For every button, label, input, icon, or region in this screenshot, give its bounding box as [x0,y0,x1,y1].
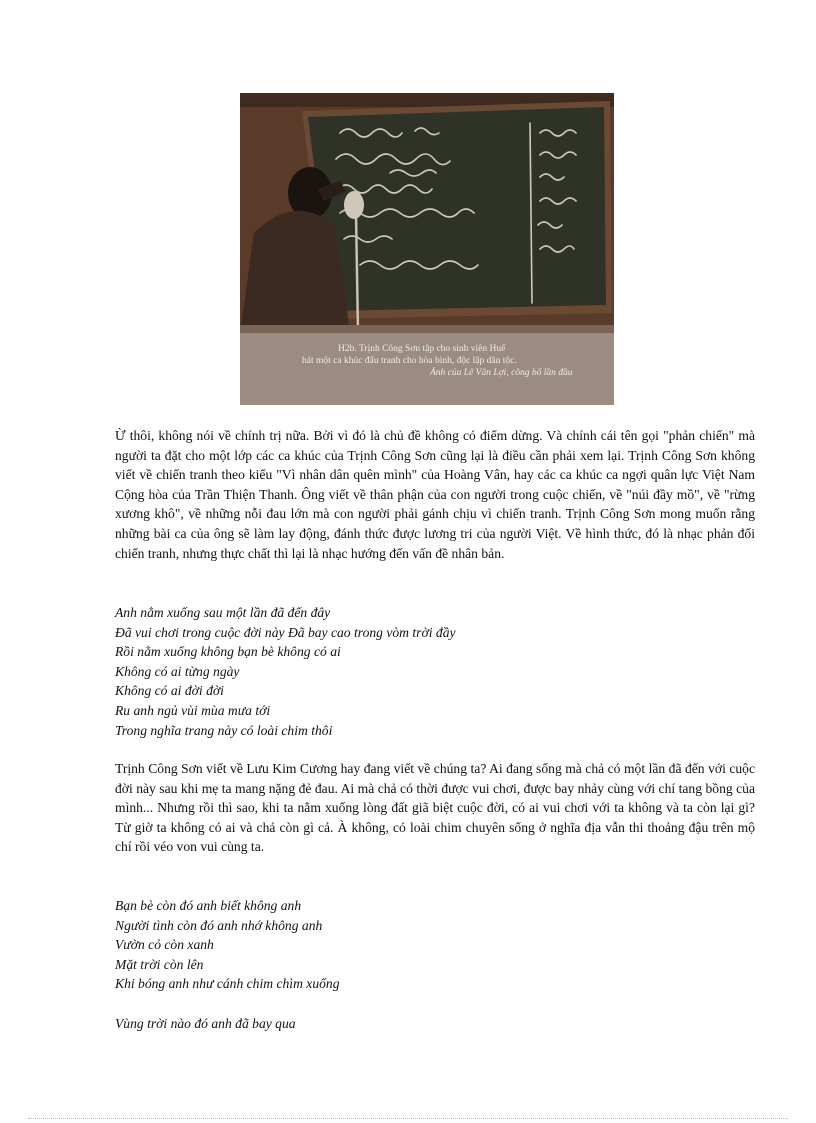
photo-figure [240,93,614,405]
verse-line: Ru anh ngủ vùi mùa mưa tới [115,702,271,718]
verse-line: Người tình còn đó anh nhớ không anh [115,917,323,933]
verse-line: Vùng trời nào đó anh đã bay qua [115,1016,296,1031]
verse-line: Rồi nằm xuống không bạn bè không có ai [115,644,341,660]
paragraph-1 [115,426,755,563]
verse-line: Không có ai đời đời [115,683,224,699]
paragraph-2-text: Trịnh Công Sơn viết về Lưu Kim Cương hay đang viết về chúng ta? Ai đang sống mà chả có một lần đã đến với cuộc đời này sau khi mẹ ta mang nặng đẻ đau. Ai mà chả có thời được vui chơi, được bay nhảy cùng với chí tang bồng của mình... Nhưng rồi thì sao, khi ta nằm xuống lòng đất giã biệt cuộc đời, có ai vui chơi với ta không và ta còn lại gì? Từ giờ ta không có ai và chả còn gì cả. À không, có loài chim chuyên sống ở nghĩa địa vẫn thi thoảng đậu trên mộ chí rồi véo von vui cùng ta. [115,761,755,855]
verse-1 [115,603,715,740]
paragraph-2 [115,759,755,857]
photo-caption [240,333,614,405]
verse-line: Mặt trời còn lên [115,956,204,972]
verse-line: Anh nằm xuống sau một lần đã đến đây [115,605,331,620]
verse-line: Bạn bè còn đó anh biết không anh [115,898,302,913]
verse-line: Trong nghĩa trang này có loài chim thôi [115,722,333,738]
caption-line-2: hát một ca khúc đấu tranh cho hòa bình, độc lập dân tộc. [302,356,517,366]
page-bottom-rule [28,1118,788,1119]
verse-line: Vườn cỏ còn xanh [115,937,214,953]
caption-line-1: H2b. Trịnh Công Sơn tập cho sinh viên Huế [338,344,506,354]
verse-2 [115,896,715,994]
verse-3 [115,1014,715,1034]
verse-line: Không có ai từng ngày [115,663,240,679]
verse-line: Khi bóng anh như cánh chim chìm xuống [115,976,340,992]
paragraph-1-text: Ừ thôi, không nói về chính trị nữa. Bởi vì đó là chủ đề không có điểm dừng. Và chính cái tên gọi "phản chiến" mà người ta đặt cho một lớp các ca khúc của Trịnh Công Sơn cũng lại là điều cần phải xem lại. Trịnh Công Sơn không viết về chiến tranh theo kiểu "Vì nhân dân quên mình" của Hoàng Vân, hay các ca khúc ca ngợi quân lực Việt Nam Cộng hòa của Trần Thiện Thanh. Ông viết về thân phận của con người trong cuộc chiến, về "núi đầy mồ", về "rừng xương khô", về những nỗi đau lớn mà con người phải gánh chịu vì chiến tranh. Trịnh Công Sơn mong muốn rằng những bài ca của ông sẽ làm lay động, đánh thức được lương tri của người Việt. Về hình thức, đó là nhạc phản đối chiến tranh, nhưng thực chất thì lại là nhạc hướng đến vấn đề nhân bản. [115,428,755,561]
caption-credit: Ảnh của Lê Văn Lợi, công bố lần đầu [430,368,573,378]
verse-line: Đã vui chơi trong cuộc đời này Đã bay cao trong vòm trời đầy [115,624,456,640]
